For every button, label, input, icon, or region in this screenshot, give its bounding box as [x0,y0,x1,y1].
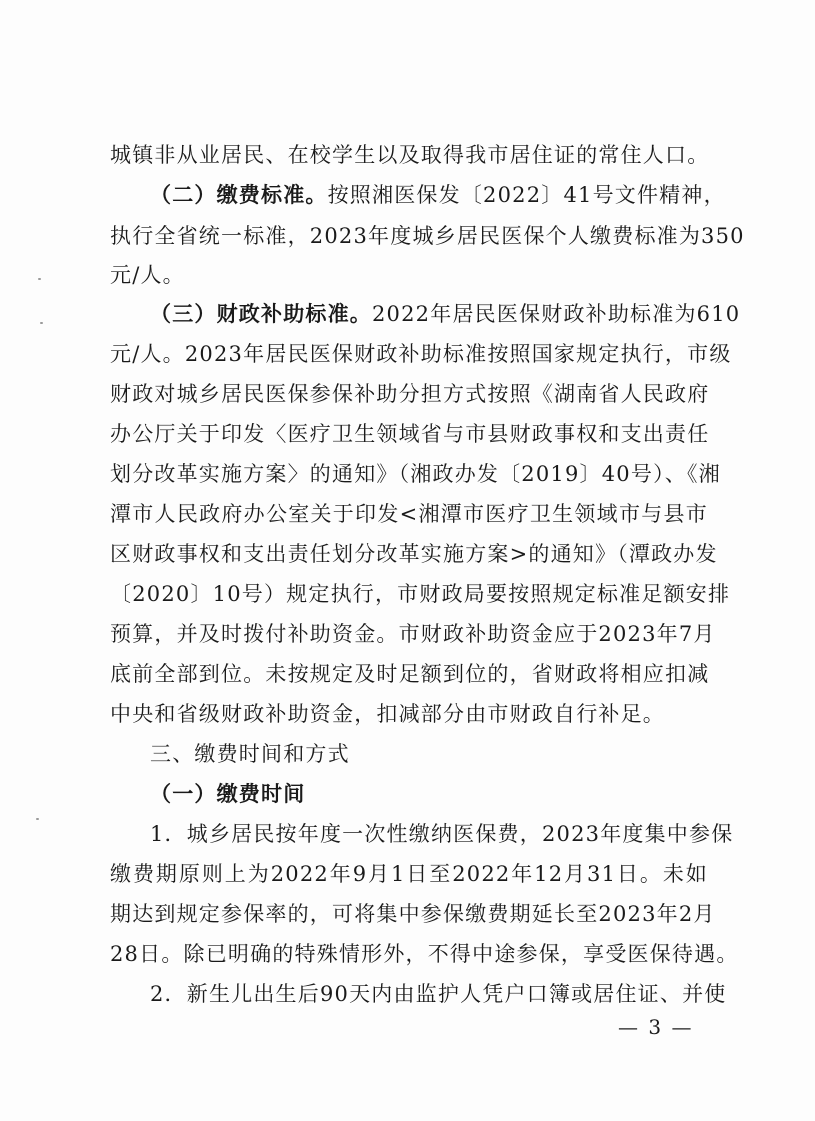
text-line: 预算，并及时拨付补助资金。市财政补助资金应于2023年7月 [110,622,716,646]
section-heading: 三、缴费时间和方式 [150,742,350,766]
subsection-heading: （一）缴费时间 [150,781,306,806]
text-line: 缴费期原则上为2022年9月1日至2022年12月31日。未如 [110,862,708,886]
text-line: 区财政事权和支出责任划分改革实施方案>的通知》（潭政办发 [110,542,718,566]
text-line: 〔2020〕10号）规定执行，市财政局要按照规定标准足额安排 [110,582,731,606]
paragraph-first-line [150,299,741,329]
paragraph-text: 按照湘医保发〔2022〕41号文件精神， [327,183,726,207]
text-line: 期达到规定参保率的，可将集中参保缴费期延长至2023年2月 [110,902,716,926]
scan-speck [40,322,43,324]
text-line: 划分改革实施方案〉的通知》（湘政办发〔2019〕40号）、《湘 [110,462,721,486]
paragraph-heading: （三）财政补助标准。 [150,301,372,326]
list-item-first-line: 2．新生儿出生后90天内由监护人凭户口簿或居住证、并使 [150,982,727,1006]
paragraph-heading: （二）缴费标准。 [150,182,328,207]
text-line: 城镇非从业居民、在校学生以及取得我市居住证的常住人口。 [110,143,710,167]
text-line: 28日。除已明确的特殊情形外，不得中途参保，享受医保待遇。 [110,942,739,966]
scan-speck [38,278,41,280]
text-line: 办公厅关于印发〈医疗卫生领域省与市县财政事权和支出责任 [110,422,710,446]
text-line: 执行全省统一标准，2023年度城乡居民医保个人缴费标准为350 [110,224,745,248]
text-line: 元/人。 [110,263,185,287]
list-item-first-line: 1．城乡居民按年度一次性缴纳医保费，2023年度集中参保 [150,822,734,846]
page-number: — 3 — [618,1015,694,1039]
text-line: 财政对城乡居民医保参保补助分担方式按照《湖南省人民政府 [110,382,710,406]
text-line: 底前全部到位。未按规定及时足额到位的，省财政将相应扣减 [110,662,710,686]
paragraph-first-line [150,180,726,210]
text-line: 元/人。2023年居民医保财政补助标准按照国家规定执行，市级 [110,342,732,366]
scan-speck [36,818,39,820]
text-line: 潭市人民政府办公室关于印发<湘潭市医疗卫生领域市与县市 [110,502,708,526]
paragraph-text: 2022年居民医保财政补助标准为610 [372,302,741,326]
text-line: 中央和省级财政补助资金，扣减部分由市财政自行补足。 [110,702,665,726]
